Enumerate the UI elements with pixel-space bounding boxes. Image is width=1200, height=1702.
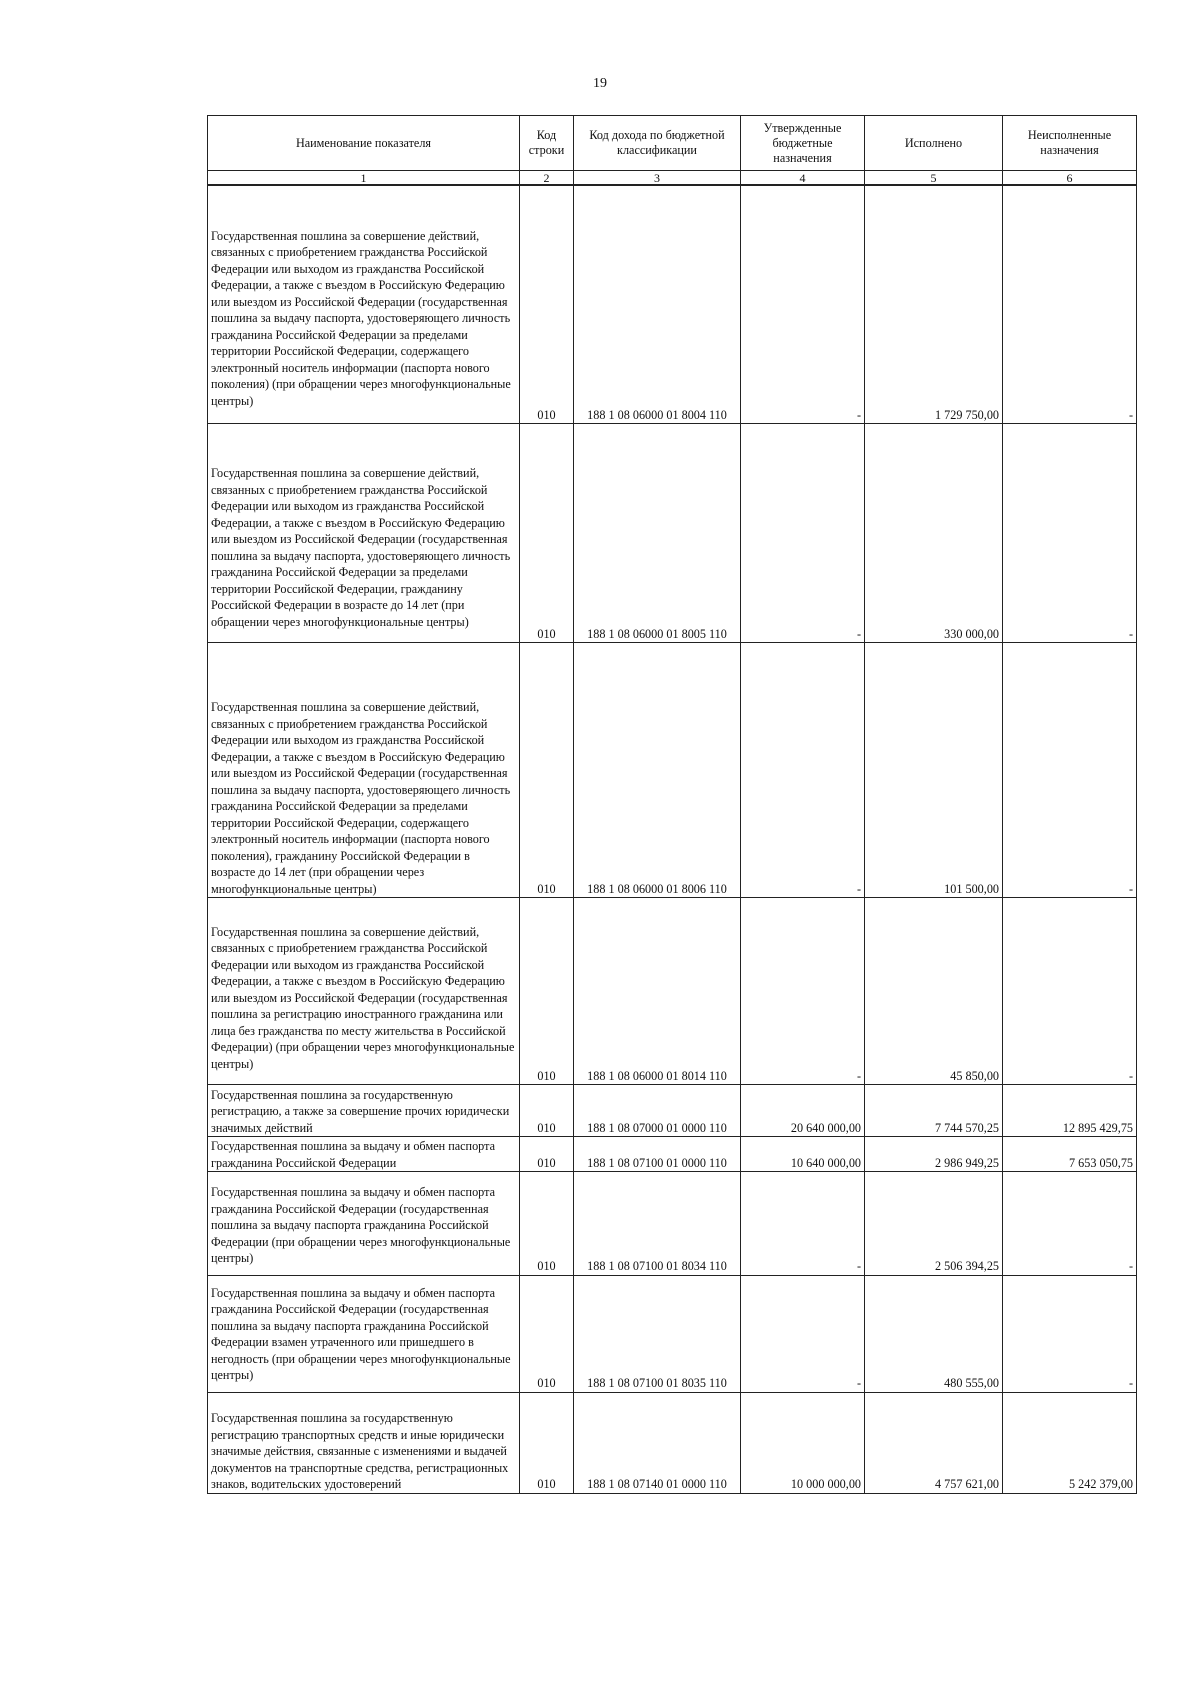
income-code: 188 1 08 06000 01 8004 110 <box>574 185 741 424</box>
table-row <box>208 424 1137 643</box>
row-code: 010 <box>520 424 574 643</box>
executed-value: 101 500,00 <box>865 643 1003 898</box>
header-unexecuted: Неисполненные назначения <box>1003 116 1137 171</box>
indicator-name: Государственная пошлина за совершение действий, связанных с приобретением гражданства Российской Федерации или выходом из гражданства Российской Федерации, а также с въездом в Российскую Федерацию или выездом из Российской Федерации (государственная пошлина за регистрацию иностранного гражданина или лица без гражданства по месту жительства в Российской Федерации) (при обращении через многофункциональные центры) <box>208 898 520 1085</box>
unexecuted-value: - <box>1003 1172 1137 1276</box>
unexecuted-value: - <box>1003 898 1137 1085</box>
unexecuted-value: - <box>1003 185 1137 424</box>
table-row <box>208 1085 1137 1137</box>
table-header-row <box>208 116 1137 171</box>
indicator-name: Государственная пошлина за совершение действий, связанных с приобретением гражданства Российской Федерации или выходом из гражданства Российской Федерации, а также с въездом в Российскую Федерацию или выездом из Российской Федерации (государственная пошлина за выдачу паспорта, удостоверяющего личность гражданина Российской Федерации за пределами территории Российской Федерации, содержащего электронный носитель информации (паспорта нового поколения), гражданину Российской Федерации в возрасте до 14 лет (при обращении через многофункциональные центры) <box>208 643 520 898</box>
row-code: 010 <box>520 1172 574 1276</box>
income-code: 188 1 08 07100 01 0000 110 <box>574 1137 741 1172</box>
executed-value: 7 744 570,25 <box>865 1085 1003 1137</box>
column-number-row <box>208 171 1137 186</box>
row-code: 010 <box>520 1085 574 1137</box>
unexecuted-value: 5 242 379,00 <box>1003 1392 1137 1493</box>
indicator-name: Государственная пошлина за совершение действий, связанных с приобретением гражданства Российской Федерации или выходом из гражданства Российской Федерации, а также с въездом в Российскую Федерацию или выездом из Российской Федерации (государственная пошлина за выдачу паспорта, удостоверяющего личность гражданина Российской Федерации за пределами территории Российской Федерации, содержащего электронный носитель информации (паспорта нового поколения) (при обращении через многофункциональные центры) <box>208 185 520 424</box>
unexecuted-value: - <box>1003 424 1137 643</box>
table-row <box>208 1275 1137 1392</box>
table-row <box>208 1137 1137 1172</box>
approved-value: - <box>741 643 865 898</box>
row-code: 010 <box>520 1275 574 1392</box>
approved-value: 10 000 000,00 <box>741 1392 865 1493</box>
approved-value: - <box>741 1275 865 1392</box>
income-code: 188 1 08 07100 01 8034 110 <box>574 1172 741 1276</box>
column-number: 4 <box>741 171 865 186</box>
approved-value: - <box>741 898 865 1085</box>
unexecuted-value: - <box>1003 643 1137 898</box>
row-code: 010 <box>520 898 574 1085</box>
column-number: 1 <box>208 171 520 186</box>
table-row <box>208 185 1137 424</box>
approved-value: 10 640 000,00 <box>741 1137 865 1172</box>
indicator-name: Государственная пошлина за государственную регистрацию транспортных средств и иные юридически значимые действия, связанные с изменениями и выдачей документов на транспортные средства, регистрационных знаков, водительских удостоверений <box>208 1392 520 1493</box>
executed-value: 330 000,00 <box>865 424 1003 643</box>
row-code: 010 <box>520 185 574 424</box>
column-number: 5 <box>865 171 1003 186</box>
unexecuted-value: 12 895 429,75 <box>1003 1085 1137 1137</box>
table-row <box>208 898 1137 1085</box>
table-row <box>208 643 1137 898</box>
table-row <box>208 1172 1137 1276</box>
approved-value: 20 640 000,00 <box>741 1085 865 1137</box>
approved-value: - <box>741 424 865 643</box>
header-name: Наименование показателя <box>208 116 520 171</box>
executed-value: 480 555,00 <box>865 1275 1003 1392</box>
indicator-name: Государственная пошлина за выдачу и обмен паспорта гражданина Российской Федерации (государственная пошлина за выдачу паспорта гражданина Российской Федерации взамен утраченного или пришедшего в негодность (при обращении через многофункциональные центры) <box>208 1275 520 1392</box>
header-executed: Исполнено <box>865 116 1003 171</box>
table-row <box>208 1392 1137 1493</box>
income-code: 188 1 08 06000 01 8014 110 <box>574 898 741 1085</box>
indicator-name: Государственная пошлина за государственную регистрацию, а также за совершение прочих юридически значимых действий <box>208 1085 520 1137</box>
indicator-name: Государственная пошлина за совершение действий, связанных с приобретением гражданства Российской Федерации или выходом из гражданства Российской Федерации, а также с въездом в Российскую Федерацию или выездом из Российской Федерации (государственная пошлина за выдачу паспорта, удостоверяющего личность гражданина Российской Федерации за пределами территории Российской Федерации, гражданину Российской Федерации в возрасте до 14 лет (при обращении через многофункциональные центры) <box>208 424 520 643</box>
income-code: 188 1 08 06000 01 8006 110 <box>574 643 741 898</box>
approved-value: - <box>741 185 865 424</box>
executed-value: 1 729 750,00 <box>865 185 1003 424</box>
column-number: 2 <box>520 171 574 186</box>
unexecuted-value: - <box>1003 1275 1137 1392</box>
unexecuted-value: 7 653 050,75 <box>1003 1137 1137 1172</box>
indicator-name: Государственная пошлина за выдачу и обмен паспорта гражданина Российской Федерации <box>208 1137 520 1172</box>
income-code: 188 1 08 06000 01 8005 110 <box>574 424 741 643</box>
executed-value: 2 506 394,25 <box>865 1172 1003 1276</box>
income-code: 188 1 08 07140 01 0000 110 <box>574 1392 741 1493</box>
page-number: 19 <box>593 76 607 91</box>
executed-value: 45 850,00 <box>865 898 1003 1085</box>
indicator-name: Государственная пошлина за выдачу и обмен паспорта гражданина Российской Федерации (государственная пошлина за выдачу паспорта гражданина Российской Федерации (при обращении через многофункциональные центры) <box>208 1172 520 1276</box>
income-code: 188 1 08 07100 01 8035 110 <box>574 1275 741 1392</box>
income-code: 188 1 08 07000 01 0000 110 <box>574 1085 741 1137</box>
executed-value: 4 757 621,00 <box>865 1392 1003 1493</box>
row-code: 010 <box>520 1392 574 1493</box>
budget-income-table <box>207 115 1137 1494</box>
column-number: 6 <box>1003 171 1137 186</box>
row-code: 010 <box>520 643 574 898</box>
row-code: 010 <box>520 1137 574 1172</box>
header-row-code: Код строки <box>520 116 574 171</box>
header-approved: Утвержденные бюджетные назначения <box>741 116 865 171</box>
header-income-code: Код дохода по бюджетной классификации <box>574 116 741 171</box>
executed-value: 2 986 949,25 <box>865 1137 1003 1172</box>
column-number: 3 <box>574 171 741 186</box>
approved-value: - <box>741 1172 865 1276</box>
